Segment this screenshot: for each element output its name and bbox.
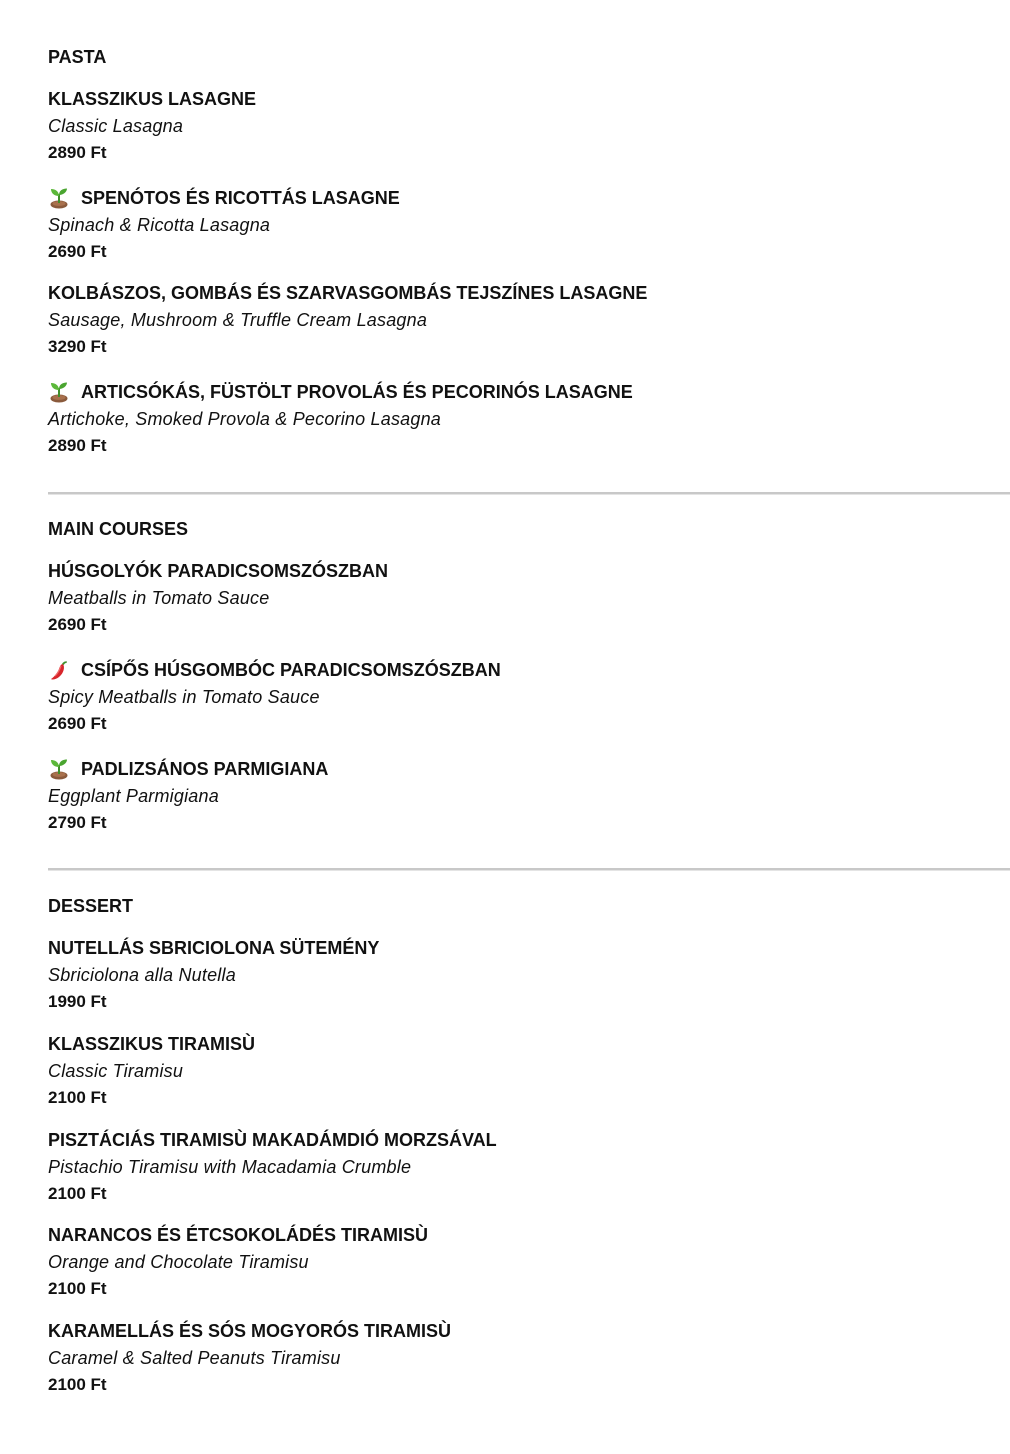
item-description: Classic Lasagna <box>48 116 184 136</box>
item-price: 2690 Ft <box>48 714 107 733</box>
item-name: CSÍPŐS HÚSGOMBÓC PARADICSOMSZÓSZBAN <box>48 658 501 682</box>
menu-item <box>48 87 256 165</box>
menu-item <box>48 186 400 264</box>
item-name: PISZTÁCIÁS TIRAMISÙ MAKADÁMDIÓ MORZSÁVAL <box>48 1130 497 1150</box>
item-description: Caramel & Salted Peanuts Tiramisu <box>48 1348 341 1368</box>
item-description: Artichoke, Smoked Provola & Pecorino Lasagna <box>48 409 442 429</box>
item-name: KARAMELLÁS ÉS SÓS MOGYORÓS TIRAMISÙ <box>48 1321 452 1341</box>
item-description: Spicy Meatballs in Tomato Sauce <box>48 687 320 707</box>
menu-item <box>48 1032 255 1110</box>
item-price: 2100 Ft <box>48 1184 107 1203</box>
menu-item <box>48 380 633 458</box>
item-price: 2890 Ft <box>48 436 107 455</box>
item-description: Eggplant Parmigiana <box>48 786 219 806</box>
seedling-icon <box>48 758 70 780</box>
item-description: Meatballs in Tomato Sauce <box>48 588 270 608</box>
item-description: Classic Tiramisu <box>48 1061 184 1081</box>
section-divider <box>48 868 1010 871</box>
chili-pepper-icon <box>48 659 70 681</box>
item-name: NUTELLÁS SBRICIOLONA SÜTEMÉNY <box>48 938 380 958</box>
item-description: Sausage, Mushroom & Truffle Cream Lasagna <box>48 310 428 330</box>
item-name: PADLIZSÁNOS PARMIGIANA <box>48 757 328 781</box>
menu-item <box>48 281 647 359</box>
section-divider <box>48 492 1010 495</box>
item-price: 1990 Ft <box>48 992 107 1011</box>
item-price: 3290 Ft <box>48 337 107 356</box>
section-title-main-courses: MAIN COURSES <box>48 519 189 539</box>
item-description: Spinach & Ricotta Lasagna <box>48 215 271 235</box>
item-name: KOLBÁSZOS, GOMBÁS ÉS SZARVASGOMBÁS TEJSZÍNES LASAGNE <box>48 283 648 303</box>
item-name: KLASSZIKUS TIRAMISÙ <box>48 1034 255 1054</box>
menu-item <box>48 1128 497 1206</box>
item-price: 2100 Ft <box>48 1088 107 1107</box>
item-price: 2790 Ft <box>48 813 107 832</box>
item-name: SPENÓTOS ÉS RICOTTÁS LASAGNE <box>48 186 400 210</box>
item-name: NARANCOS ÉS ÉTCSOKOLÁDÉS TIRAMISÙ <box>48 1225 429 1245</box>
item-price: 2100 Ft <box>48 1375 107 1394</box>
section-title-pasta: PASTA <box>48 47 107 67</box>
section-title-dessert: DESSERT <box>48 896 134 916</box>
item-name: HÚSGOLYÓK PARADICSOMSZÓSZBAN <box>48 561 389 581</box>
item-name: ARTICSÓKÁS, FÜSTÖLT PROVOLÁS ÉS PECORINÓS LASAGNE <box>48 380 633 404</box>
item-price: 2890 Ft <box>48 143 107 162</box>
item-name: KLASSZIKUS LASAGNE <box>48 89 257 109</box>
menu-item <box>48 936 379 1014</box>
menu-item <box>48 658 501 736</box>
item-price: 2690 Ft <box>48 242 107 261</box>
menu-item <box>48 559 388 637</box>
item-description: Sbriciolona alla Nutella <box>48 965 236 985</box>
menu-item <box>48 1223 428 1301</box>
menu-item <box>48 757 328 835</box>
seedling-icon <box>48 381 70 403</box>
item-description: Pistachio Tiramisu with Macadamia Crumble <box>48 1157 412 1177</box>
item-price: 2690 Ft <box>48 615 107 634</box>
seedling-icon <box>48 187 70 209</box>
item-price: 2100 Ft <box>48 1279 107 1298</box>
menu-item <box>48 1319 451 1397</box>
item-description: Orange and Chocolate Tiramisu <box>48 1252 309 1272</box>
